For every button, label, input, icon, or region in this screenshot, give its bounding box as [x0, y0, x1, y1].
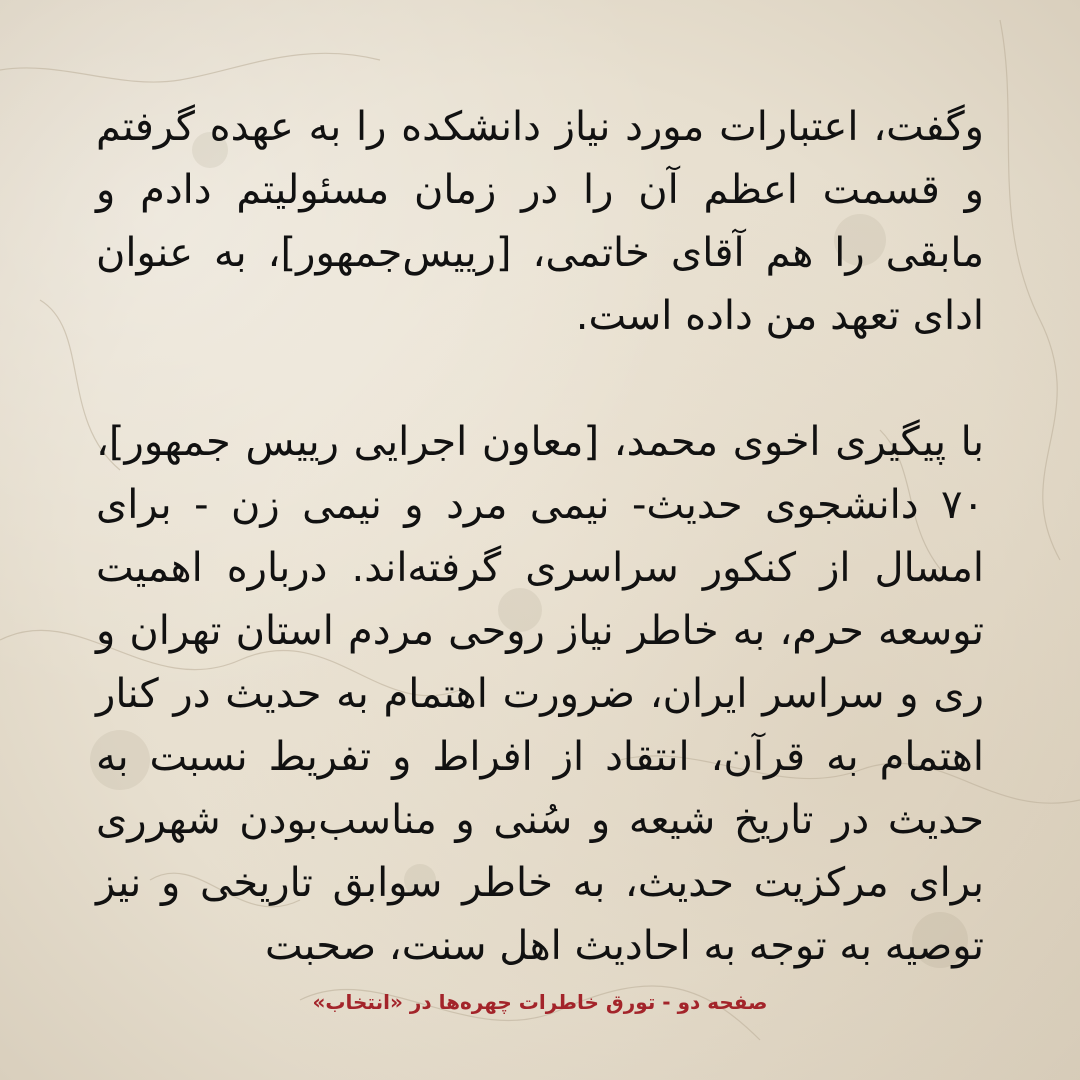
footer-caption: صفحه دو - تورق خاطرات چهره‌ها در «انتخاب»: [312, 990, 768, 1014]
paragraph-2: با پیگیری اخوی محمد، [معاون اجرایی رییس جمهور]، ۷۰ دانشجوی حدیث- نیمی مرد و نیمی زن - برای امسال از کنکور سراسری گرفته‌اند. درباره اهمیت توسعه حرم، به خاطر نیاز روحی مردم استان تهران و ری و سراسر ایران، ضرورت اهتمام به حدیث در کنار اهتمام به قرآن، انتقاد از افراط و تفریط نسبت به حدیث در تاریخ شیعه و سُنی و مناسب‌بودن شهرری برای مرکزیت حدیث، به خاطر سوابق تاریخی و نیز توصیه به توجه به احادیث اهل سنت، صحبت: [96, 419, 984, 969]
paragraph-1: وگفت، اعتبارات مورد نیاز دانشکده را به عهده گرفتم و قسمت اعظم آن را در زمان مسئولیتم دادم و مابقی را هم آقای خاتمی، [رییس‌جمهور]، به عنوان ادای تعهد من داده است.: [96, 104, 984, 339]
article-body: [96, 96, 984, 978]
